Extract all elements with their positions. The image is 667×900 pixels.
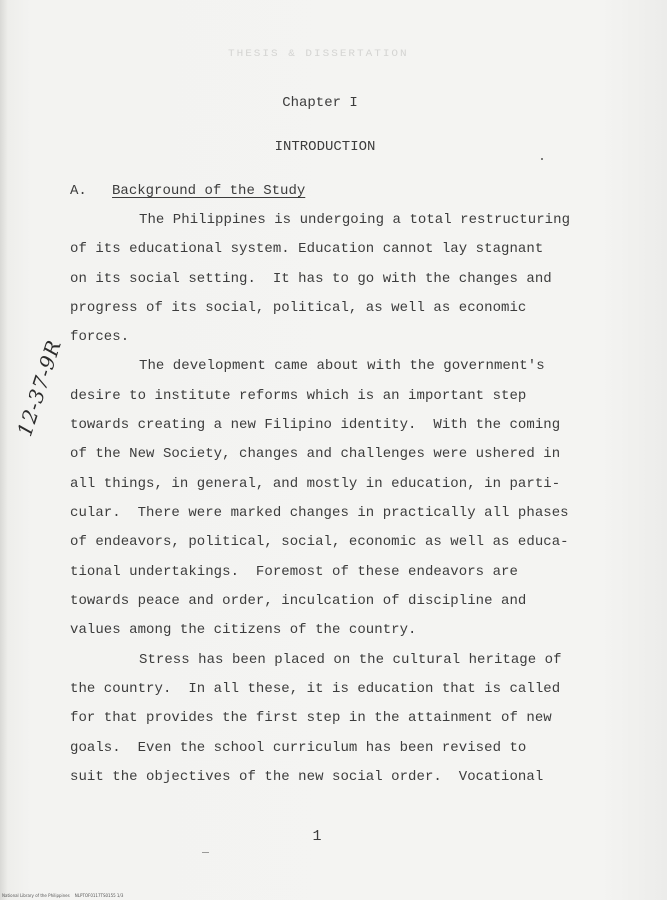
chapter-title: INTRODUCTION [274,139,376,155]
body-line: progress of its social, political, as well as economic [70,300,527,316]
body-line: desire to institute reforms which is an important step [70,388,527,404]
chapter-label: Chapter I [282,95,358,111]
body-line: The development came about with the government's [139,358,545,374]
body-line: goals. Even the school curriculum has been revised to [70,740,527,756]
body-line: forces. [70,329,130,345]
body-line: values among the citizens of the country. [70,622,417,638]
page-number: 1 [312,828,322,845]
body-line: of its educational system. Education cannot lay stagnant [70,241,544,257]
body-line: cular. There were marked changes in practically all phases [70,505,569,521]
body-line: of endeavors, political, social, economic as well as educa- [70,534,569,550]
section-title: Background of the Study [112,183,306,199]
ink-mark [202,852,209,853]
faint-stamp: THESIS & DISSERTATION [228,48,409,60]
scan-footer: National Library of the Philippines NLPTOF0117TS0155 1/3 [2,893,124,898]
body-line: all things, in general, and mostly in education, in parti- [70,476,561,492]
body-line: on its social setting. It has to go with the changes and [70,271,552,287]
body-line: Stress has been placed on the cultural heritage of [139,652,562,668]
section-heading [70,183,305,199]
body-line: towards peace and order, inculcation of discipline and [70,593,527,609]
section-letter: A. [70,183,87,199]
body-line: The Philippines is undergoing a total restructuring [139,212,571,228]
body-line: for that provides the first step in the attainment of new [70,710,552,726]
body-line: of the New Society, changes and challenges were ushered in [70,446,561,462]
body-line: suit the objectives of the new social order. Vocational [70,769,544,785]
margin-handwriting: 12-37-9R [12,336,67,440]
body-line: the country. In all these, it is education that is called [70,681,561,697]
ink-speck [541,158,543,160]
body-line: towards creating a new Filipino identity. With the coming [70,417,561,433]
body-line: tional undertakings. Foremost of these endeavors are [70,564,518,580]
